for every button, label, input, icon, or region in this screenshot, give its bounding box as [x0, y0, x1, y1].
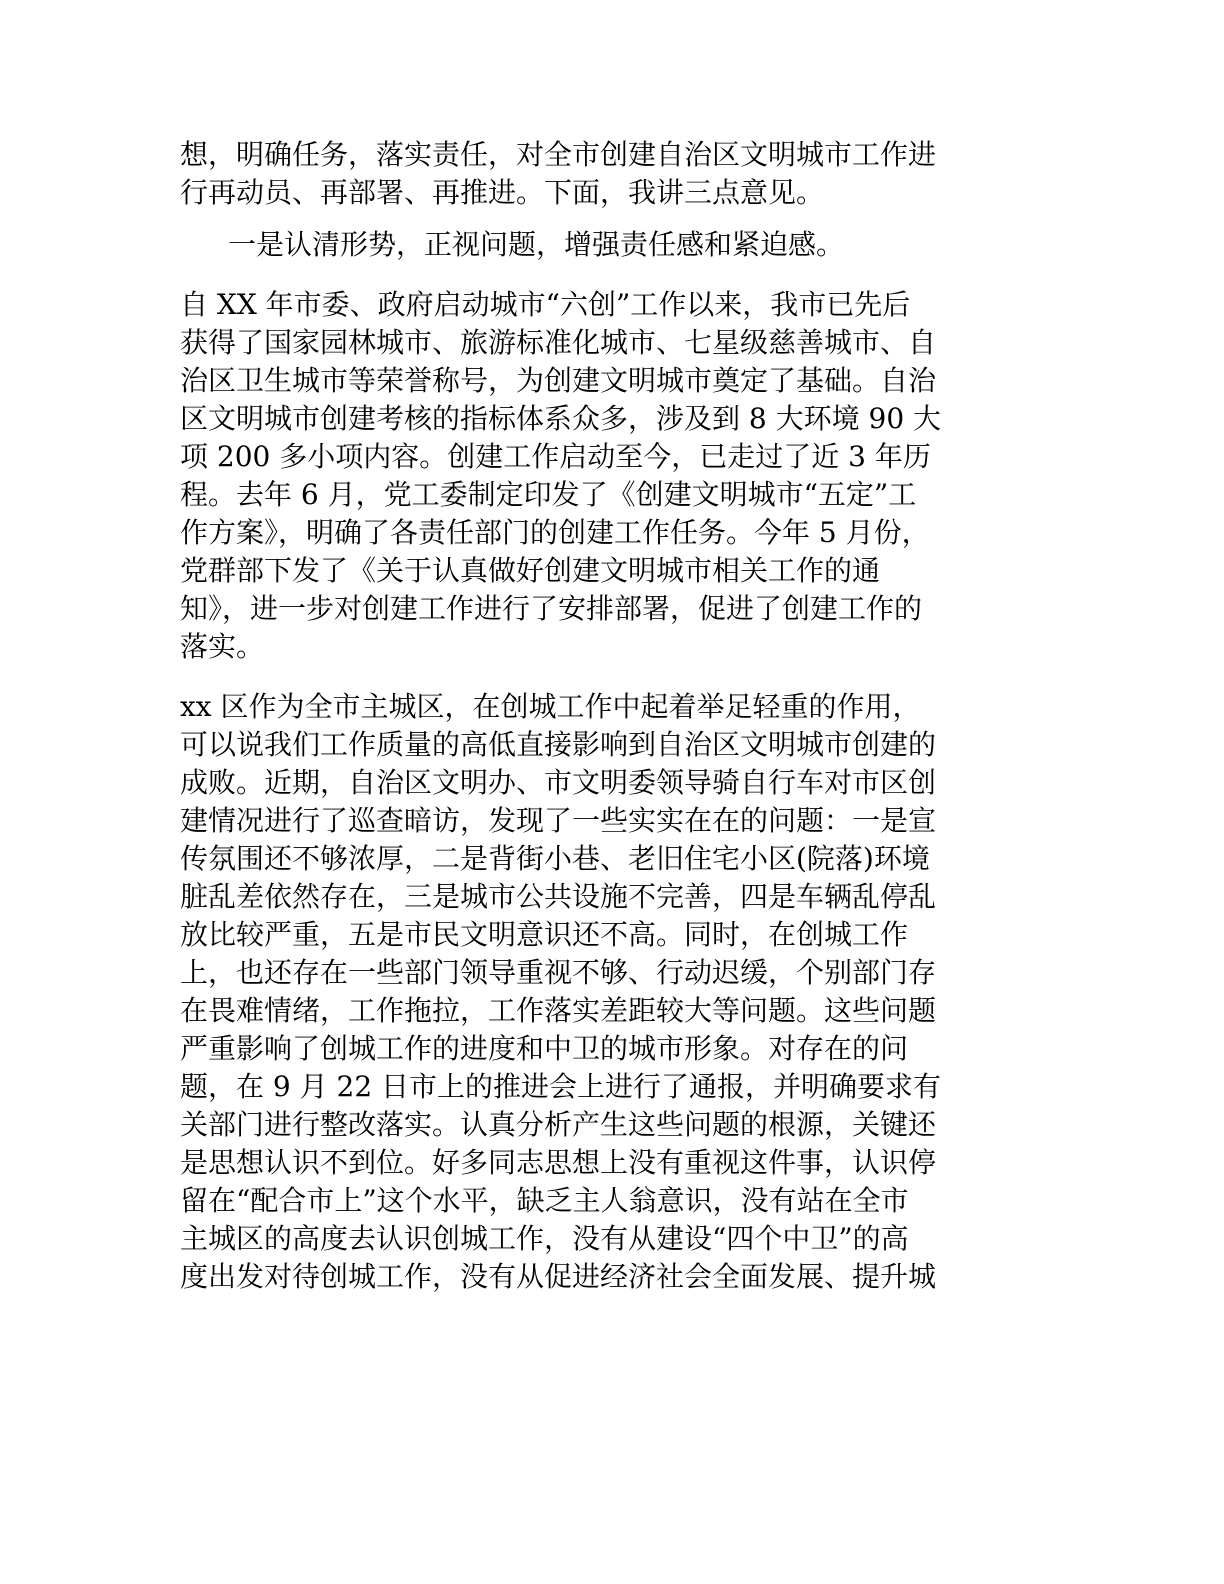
- document-page: [180, 136, 1036, 1296]
- paragraph-background: 自 XX 年市委、政府启动城市“六创”工作以来，我市已先后 获得了国家园林城市、旅游标准化城市、七星级慈善城市、自 治区卫生城市等荣誉称号，为创建文明城市奠定了基础。自治 区文明城市创建考核的指标体系众多，涉及到 8 大环境 90 大 项 200 多小项内容。创建工作启动至今，已走过了近 3 年历 程。去年 6 月，党工委制定印发了《创建文明城市“五定”工 作方案》，明确了各责任部门的创建工作任务。今年 5 月份， 党群部下发了《关于认真做好创建文明城市相关工作的通 知》，进一步对创建工作进行了安排部署，促进了创建工作的 落实。: [180, 288, 942, 663]
- section-heading-one: 一是认清形势，正视问题，增强责任感和紧迫感。: [228, 228, 845, 261]
- paragraph-problems: xx 区作为全市主城区，在创城工作中起着举足轻重的作用， 可以说我们工作质量的高低直接影响到自治区文明城市创建的 成败。近期，自治区文明办、市文明委领导骑自行车对市区创 建情况进行了巡查暗访，发现了一些实实在在的问题：一是宣 传氛围还不够浓厚，二是背街小巷、老旧住宅小区(院落)环境 脏乱差依然存在，三是城市公共设施不完善，四是车辆乱停乱 放比较严重，五是市民文明意识还不高。同时，在创城工作 上，也还存在一些部门领导重视不够、行动迟缓，个别部门存 在畏难情绪，工作拖拉，工作落实差距较大等问题。这些问题 严重影响了创城工作的进度和中卫的城市形象。对存在的问 题，在 9 月 22 日市上的推进会上进行了通报，并明确要求有 关部门进行整改落实。认真分析产生这些问题的根源，关键还 是思想认识不到位。好多同志思想上没有重视这件事，认识停 留在“配合市上”这个水平，缺乏主人翁意识，没有站在全市 主城区的高度去认识创城工作，没有从建设“四个中卫”的高 度出发对待创城工作，没有从促进经济社会全面发展、提升城: [180, 690, 942, 1293]
- paragraph-intro-continuation: 想，明确任务，落实责任，对全市创建自治区文明城市工作进 行再动员、再部署、再推进。下面，我讲三点意见。: [180, 138, 937, 209]
